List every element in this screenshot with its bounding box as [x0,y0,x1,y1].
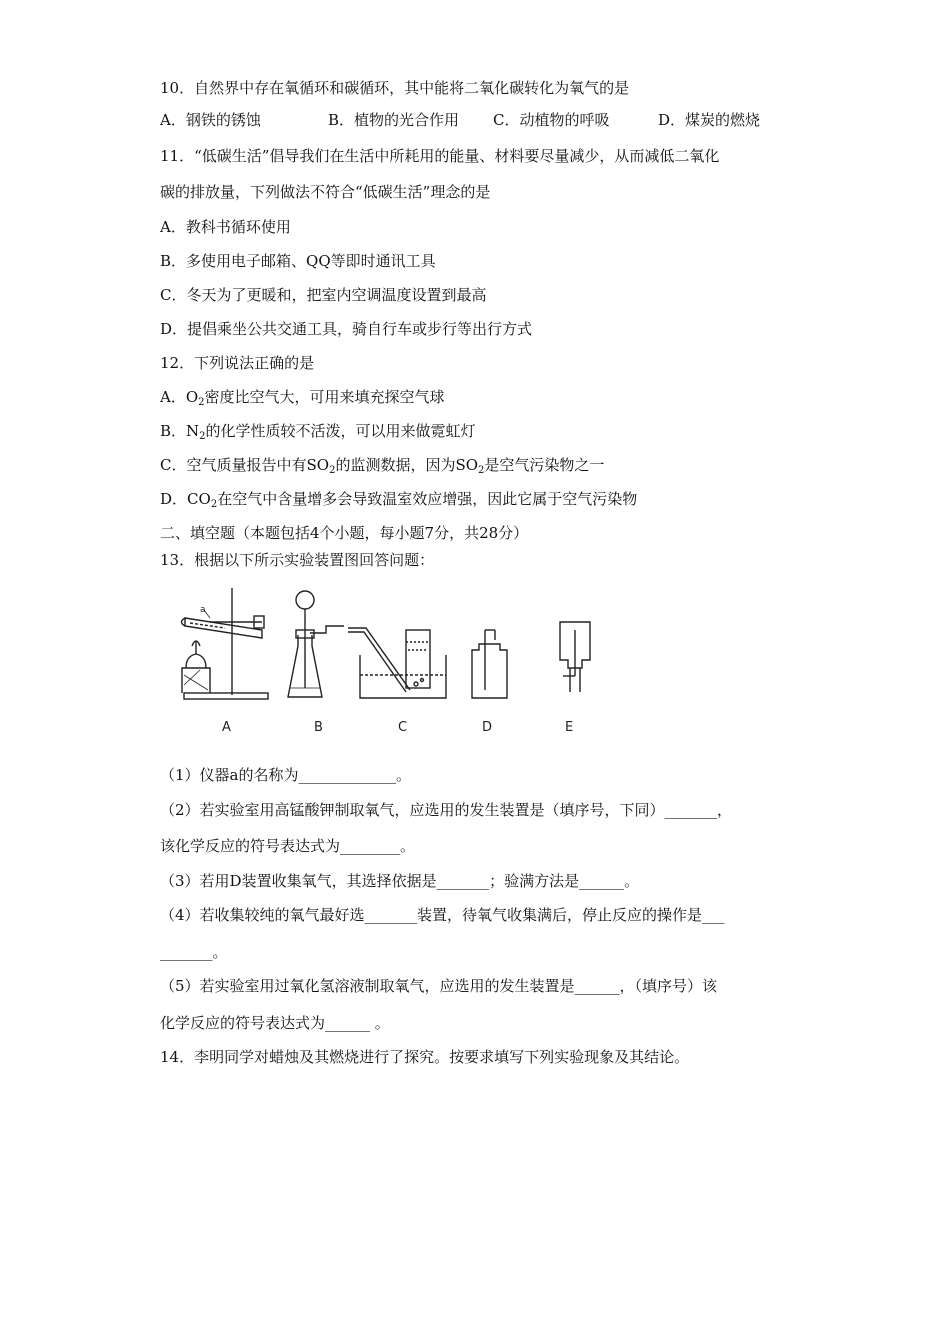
apparatus-c [348,628,446,698]
apparatus-label-a: A [222,720,231,735]
q11-option-b: B．多使用电子邮箱、QQ等即时通讯工具 [160,252,436,270]
apparatus-e [560,622,590,692]
q10-option-d: D．煤炭的燃烧 [658,111,761,129]
q13-part2-line2: 该化学反应的符号表达式为________。 [160,837,416,855]
apparatus-marker-a: a [200,605,206,615]
apparatus-label-d: D [482,720,493,735]
q12-option-b: B．$N_2$的化学性质较不活泼，可以用来做霓虹灯 [160,422,476,442]
q10-option-c: C．动植物的呼吸 [493,111,610,129]
apparatus-b [288,591,344,697]
q10-option-a: A．钢铁的锈蚀 [160,111,261,129]
q11-stem-line1: 11．“低碳生活”倡导我们在生活中所耗用的能量、材料要尽量减少，从而减低二氧化 [160,147,720,165]
q13-part4-line2: _______。 [160,943,228,961]
q10-stem: 10．自然界中存在氧循环和碳循环，其中能将二氧化碳转化为氧气的是 [160,79,630,97]
q13-part1: （1）仪器a的名称为_____________。 [160,766,411,784]
q10-options [160,110,760,130]
q12-option-a: A．$O_2$密度比空气大，可用来填充探空气球 [160,388,445,408]
q13-part4-line1: （4）若收集较纯的氧气最好选_______装置，待氧气收集满后，停止反应的操作是___ [160,906,725,924]
q13-part2-line1: （2）若实验室用高锰酸钾制取氧气，应选用的发生装置是（填序号，下同）_______， [160,801,733,819]
q12-option-d: D．$CO_2$在空气中含量增多会导致温室效应增强，因此它属于空气污染物 [160,490,638,510]
q11-option-c: C．冬天为了更暖和，把室内空调温度设置到最高 [160,286,487,304]
q13-stem: 13．根据以下所示实验装置图回答问题： [160,551,435,569]
q11-option-a: A．教科书循环使用 [160,218,291,236]
q13-part3: （3）若用D装置收集氧气，其选择依据是_______；验满方法是______。 [160,872,640,890]
q10-option-b: B．植物的光合作用 [328,111,460,129]
section-heading: 二、填空题（本题包括4个小题，每小题7分，共28分） [160,524,529,542]
q13-part5-line1: （5）若实验室用过氧化氢溶液制取氧气，应选用的发生装置是______，（填序号）该 [160,977,718,995]
q11-stem-line2: 碳的排放量，下列做法不符合“低碳生活”理念的是 [160,183,491,201]
apparatus-label-b: B [314,720,323,735]
apparatus-label-c: C [398,720,408,735]
q11-option-d: D．提倡乘坐公共交通工具，骑自行车或步行等出行方式 [160,320,533,338]
q12-stem: 12．下列说法正确的是 [160,354,315,372]
q13-part5-line2: 化学反应的符号表达式为______ 。 [160,1014,390,1032]
apparatus-label-e: E [565,720,574,735]
q12-option-c: C．空气质量报告中有$SO_2$的监测数据，因为$SO_2$是空气污染物之一 [160,456,605,476]
q14-stem: 14．李明同学对蜡烛及其燃烧进行了探究。按要求填写下列实验现象及其结论。 [160,1048,690,1066]
apparatus-a [182,588,269,699]
apparatus-figure [170,580,620,720]
apparatus-d [472,630,507,698]
